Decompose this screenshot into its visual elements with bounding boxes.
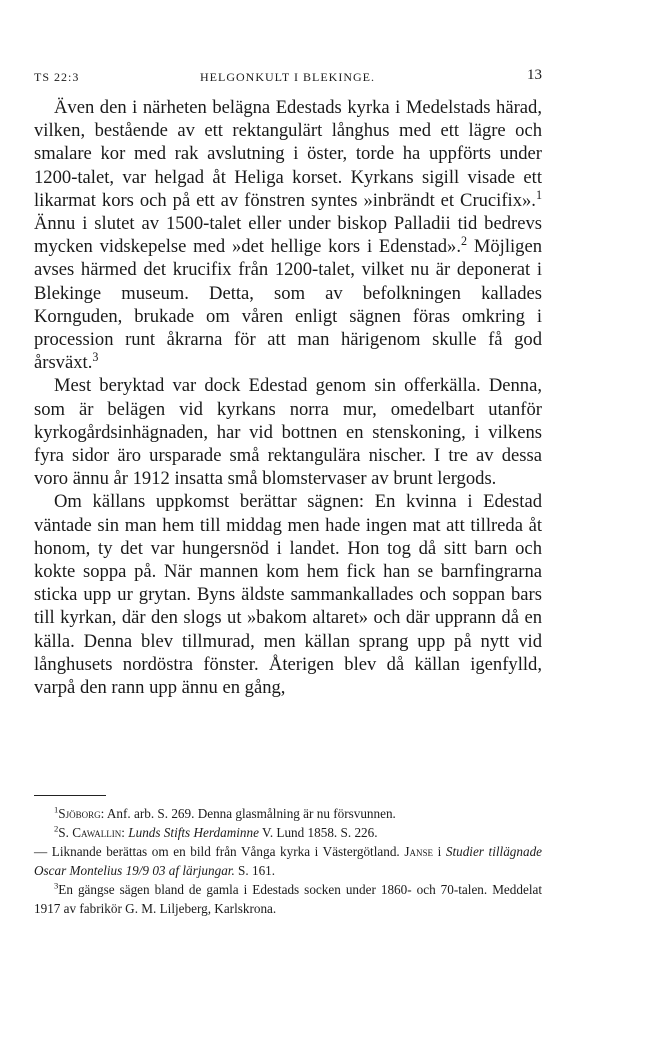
paragraph: Även den i närheten belägna Edestads kyrka i Medelstads härad, vilken, bestående av ett rektangulärt långhus med ett lägre och smalare kor med rak avslutning i öster, torde ha uppförts under 1200-talet, var helgad åt Heliga korset. Kyrkans sigill visade ett likarmat kors och på ett av fönstren syntes »inbrändt et Crucifix».$^1$ Ännu i slutet av 1500-talet eller under biskop Palladii tid bedrevs mycken vidskepelse med »det hellige kors i Edenstad».$^2$ Möjligen avses härmed det krucifix från 1200-talet, vilket nu är deponerat i Blekinge museum. Detta, som av befolkningen kallades Kornguden, brukade om våren enligt sägnen föras omkring i procession runt åkrarna för att man härigenom skulle få god årsväxt.$^3$ [34,97,543,374]
footnotes [34,804,542,918]
footnote-ref-3: 3 [92,350,99,365]
footnote-ref-2: 2 [461,234,468,249]
running-header [34,67,542,90]
page-number: 13 [527,67,542,83]
main-text [34,96,542,699]
running-title: HELGONKULT I BLEKINGE. [200,70,375,84]
footnote-3: $^3$En gängse sägen bland de gamla i Edestads socken under 1860- och 70-talen. Meddelat 1917 av fabrikör G. M. Liljeberg, Karlskrona. [34,880,542,916]
footnote-ref-1: 1 [535,187,542,202]
paragraph: Mest beryktad var dock Edestad genom sin offerkälla. Denna, som är belägen vid kyrkans norra mur, omedelbart utanför kyrkogårdsinhägnaden, har vid bottnen en stenskoning, i vilkens fyra sidor äro ursparade små rektangulära nischer. I tre av dessa voro ännu år 1912 insatta små blomstervaser av brunt lergods. [34,375,542,490]
paragraph: Om källans uppkomst berättar sägnen: En kvinna i Edestad väntade sin man hem till middag men hade ingen mat att tillreda åt honom, ty det var hungersnöd i landet. Hon tog då sitt barn och kokte soppa på. När mannen kom hem fick han se barnfingrarna sticka upp ur grytan. Byns äldste sammankallades och soppan bars till kyrkan, där den slogs ut »bakom altaret» och där upprann då en källa. Denna blev tillmurad, men källan sprang upp på nytt vid långhusets nordöstra fönster. Återigen blev då källan igenfylld, varpå den rann upp ännu en gång, [34,491,542,699]
footnote-2: $^2$S. Cawallin: Lunds Stifts Herdaminne V. Lund 1858. S. 226. [54,823,378,840]
footnote-rule [34,795,106,796]
footnote-2-continued: — Liknande berättas om en bild från Vånga kyrka i Västergötland. Janse i Studier tillägnade Oscar Montelius 19/9 03 af lärjungar. S. 161. [34,844,543,878]
signature-mark: TS 22:3 [34,70,80,84]
footnote-1: $^1$Sjöborg: Anf. arb. S. 269. Denna glasmålning är nu försvunnen. [54,804,396,821]
